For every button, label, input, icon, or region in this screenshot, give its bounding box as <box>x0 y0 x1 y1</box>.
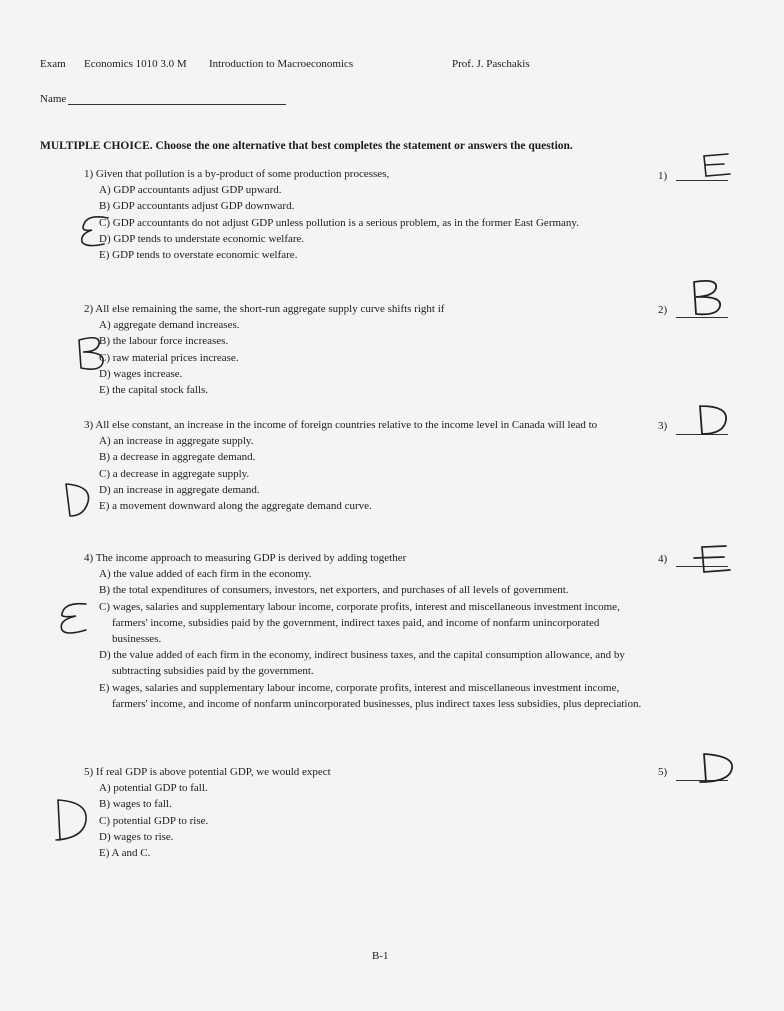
option-c: C) a decrease in aggregate supply. <box>99 467 250 480</box>
option-e: E) A and C. <box>99 847 151 860</box>
option-c: C) wages, salaries and supplementary labour income, corporate profits, interest and miscellaneous investment income, farmers' income, subsidies paid by the government, indirect taxes paid, and income of nonfarm unincorporated businesses. <box>99 600 620 646</box>
option-a: A) the value added of each firm in the economy. <box>99 568 312 581</box>
question-stem: 2) All else remaining the same, the short-run aggregate supply curve shifts right if <box>84 303 445 315</box>
answer-label-2: 2) <box>658 304 668 316</box>
option-d: D) GDP tends to understate economic welfare. <box>99 232 305 245</box>
question-stem: 3) All else constant, an increase in the income of foreign countries relative to the income level in Canada will lead to <box>84 419 598 431</box>
option-b: B) a decrease in aggregate demand. <box>99 451 256 464</box>
option-c: C) raw material prices increase. <box>99 351 239 364</box>
name-label: Name <box>40 93 67 105</box>
option-b: B) wages to fall. <box>99 798 172 811</box>
answer-label-5: 5) <box>658 766 668 778</box>
option-a: A) potential GDP to fall. <box>99 782 208 795</box>
option-e: E) a movement downward along the aggregate demand curve. <box>99 500 372 513</box>
instructions: MULTIPLE CHOICE. Choose the one alternative that best completes the statement or answers the question. <box>40 140 573 152</box>
margin-mark-3 <box>62 480 98 525</box>
option-d: D) wages to rise. <box>99 830 174 843</box>
question-4 <box>84 550 644 712</box>
option-c: C) GDP accountants do not adjust GDP unless pollution is a serious problem, as in the former East Germany. <box>99 216 579 229</box>
option-b: B) the labour force increases. <box>99 335 229 348</box>
option-e: E) wages, salaries and supplementary labour income, corporate profits, interest and miscellaneous investment income, farmers' income, and income of nonfarm unincorporated businesses, plus indirect taxes less subsidies, plus depreciation. <box>99 681 642 710</box>
option-a: A) GDP accountants adjust GDP upward. <box>99 184 282 197</box>
handwritten-answer-5 <box>696 750 736 791</box>
question-3 <box>84 417 644 514</box>
answer-label-1: 1) <box>658 170 668 182</box>
option-d: D) an increase in aggregate demand. <box>99 483 260 496</box>
name-line[interactable] <box>68 94 286 105</box>
margin-mark-1 <box>78 214 112 253</box>
question-stem: 5) If real GDP is above potential GDP, we would expect <box>84 766 331 778</box>
option-b: B) the total expenditures of consumers, investors, net exporters, and purchases of all levels of government. <box>99 584 569 597</box>
question-2 <box>84 301 644 398</box>
question-1 <box>84 166 644 263</box>
option-a: A) aggregate demand increases. <box>99 319 240 332</box>
page-footer: B-1 <box>372 950 389 962</box>
margin-mark-5 <box>52 796 92 849</box>
option-d: D) wages increase. <box>99 367 183 380</box>
header-course: Economics 1010 3.0 M <box>84 58 187 70</box>
answer-label-4: 4) <box>658 553 668 565</box>
header-professor: Prof. J. Paschakis <box>452 58 530 70</box>
handwritten-answer-2 <box>688 278 728 323</box>
header-exam: Exam <box>40 58 66 70</box>
question-stem: 4) The income approach to measuring GDP is derived by adding together <box>84 552 407 564</box>
margin-mark-2 <box>75 334 111 377</box>
option-b: B) GDP accountants adjust GDP downward. <box>99 200 295 213</box>
option-a: A) an increase in aggregate supply. <box>99 435 254 448</box>
answer-label-3: 3) <box>658 420 668 432</box>
handwritten-answer-3 <box>694 402 730 443</box>
option-d: D) the value added of each firm in the economy, indirect business taxes, and the capital consumption allowance, and by subtracting subsidies paid by the government. <box>99 649 625 678</box>
option-c: C) potential GDP to rise. <box>99 814 209 827</box>
header-title: Introduction to Macroeconomics <box>209 58 354 70</box>
handwritten-answer-1 <box>694 150 734 187</box>
margin-mark-4 <box>56 600 92 641</box>
handwritten-answer-4 <box>690 542 734 581</box>
name-row <box>40 93 286 105</box>
option-e: E) the capital stock falls. <box>99 384 209 397</box>
question-5 <box>84 764 644 861</box>
question-stem: 1) Given that pollution is a by-product of some production processes, <box>84 168 390 180</box>
option-e: E) GDP tends to overstate economic welfare. <box>99 249 298 262</box>
